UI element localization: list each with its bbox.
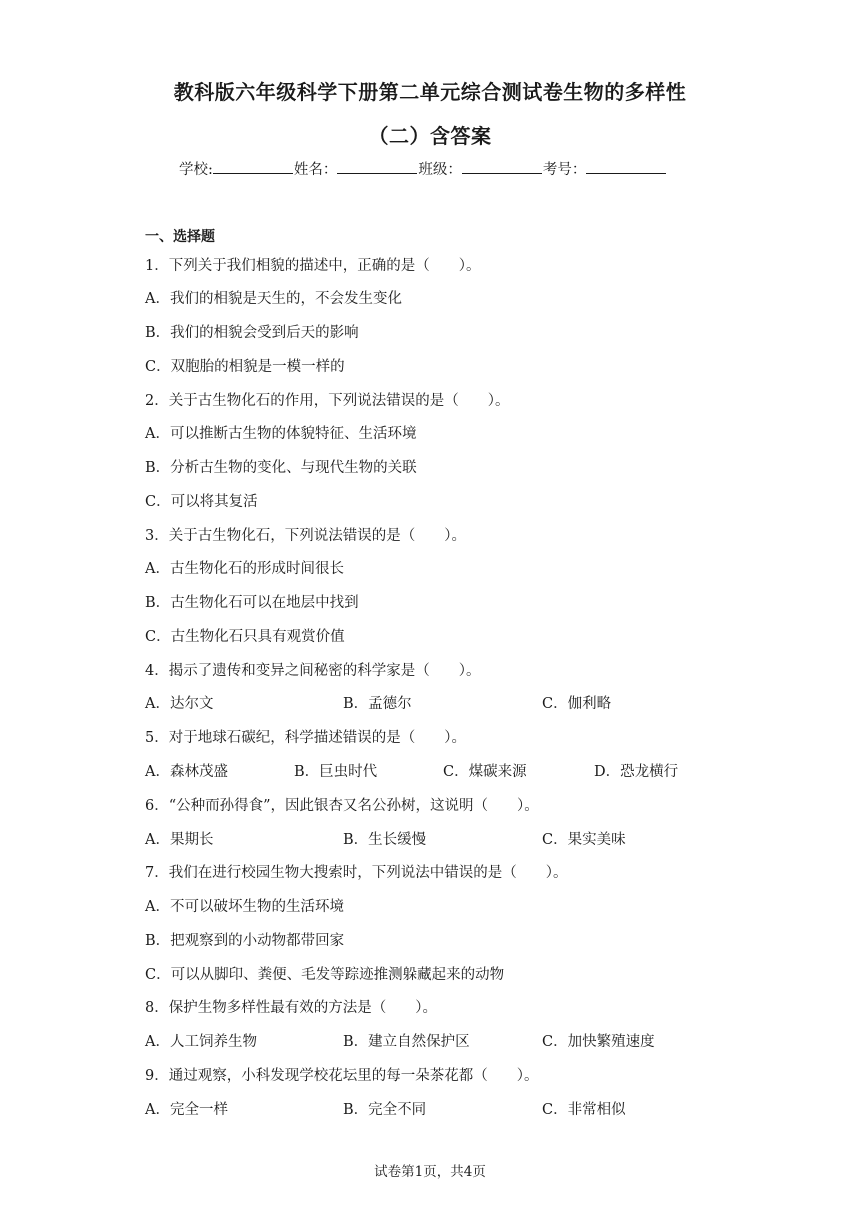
exam-no-label: 考号： bbox=[542, 162, 587, 178]
answer-option: C．加快繁殖速度 bbox=[542, 1034, 655, 1050]
answer-option: C．煤碳来源 bbox=[443, 764, 527, 780]
answer-option: B．把观察到的小动物都带回家 bbox=[145, 933, 345, 949]
answer-option: B．我们的相貌会受到后天的影响 bbox=[145, 325, 359, 341]
answer-option: C．可以从脚印、粪便、毛发等踪迹推测躲藏起来的动物 bbox=[145, 967, 505, 983]
answer-option: B．分析古生物的变化、与现代生物的关联 bbox=[145, 460, 417, 476]
answer-option: D．恐龙横行 bbox=[594, 764, 679, 780]
name-blank[interactable] bbox=[337, 159, 417, 174]
answer-option: A．人工饲养生物 bbox=[145, 1034, 257, 1050]
class-blank[interactable] bbox=[462, 159, 542, 174]
answer-option: A．不可以破坏生物的生活环境 bbox=[145, 899, 344, 915]
class-label: 班级： bbox=[418, 162, 462, 178]
answer-option: C．非常相似 bbox=[542, 1102, 626, 1118]
answer-option: B．孟德尔 bbox=[343, 696, 412, 712]
question-stem: 4．揭示了遗传和变异之间秘密的科学家是（ ）。 bbox=[145, 663, 481, 679]
question-stem: 6．“公种而孙得食”，因此银杏又名公孙树，这说明（ ）。 bbox=[145, 798, 539, 814]
name-label: 姓名： bbox=[293, 162, 338, 178]
student-info-row bbox=[179, 158, 667, 179]
answer-option: C．古生物化石只具有观赏价值 bbox=[145, 629, 345, 645]
question-stem: 2．关于古生物化石的作用，下列说法错误的是（ ）。 bbox=[145, 393, 510, 409]
answer-option: A．古生物化石的形成时间很长 bbox=[145, 561, 344, 577]
question-stem: 7．我们在进行校园生物大搜索时，下列说法中错误的是（ ）。 bbox=[145, 865, 568, 881]
answer-option: A．森林茂盛 bbox=[145, 764, 228, 780]
answer-option: A．完全一样 bbox=[145, 1102, 228, 1118]
answer-option: C．伽利略 bbox=[542, 696, 612, 712]
answer-option: C．果实美味 bbox=[542, 832, 626, 848]
school-label: 学校: bbox=[179, 162, 213, 178]
answer-option: C．双胞胎的相貌是一模一样的 bbox=[145, 359, 345, 375]
page-title-line-2: （二）含答案 bbox=[368, 124, 492, 148]
answer-option: B．建立自然保护区 bbox=[343, 1034, 470, 1050]
answer-option: C．可以将其复活 bbox=[145, 494, 258, 510]
question-stem: 5．对于地球石碳纪，科学描述错误的是（ ）。 bbox=[145, 730, 466, 746]
exam-no-blank[interactable] bbox=[586, 159, 666, 174]
question-stem: 1．下列关于我们相貌的描述中，正确的是（ ）。 bbox=[145, 258, 481, 274]
section-heading: 一、选择题 bbox=[145, 229, 215, 245]
answer-option: A．可以推断古生物的体貌特征、生活环境 bbox=[145, 426, 417, 442]
answer-option: B．完全不同 bbox=[343, 1102, 427, 1118]
answer-option: B．古生物化石可以在地层中找到 bbox=[145, 595, 359, 611]
school-blank[interactable] bbox=[213, 159, 293, 174]
answer-option: A．达尔文 bbox=[145, 696, 214, 712]
question-stem: 8．保护生物多样性最有效的方法是（ ）。 bbox=[145, 1000, 437, 1016]
question-stem: 3．关于古生物化石，下列说法错误的是（ ）。 bbox=[145, 528, 466, 544]
page-footer: 试卷第1页，共4页 bbox=[374, 1164, 486, 1180]
answer-option: A．果期长 bbox=[145, 832, 214, 848]
answer-option: B．巨虫时代 bbox=[294, 764, 378, 780]
answer-option: B．生长缓慢 bbox=[343, 832, 427, 848]
question-stem: 9．通过观察，小科发现学校花坛里的每一朵茶花都（ ）。 bbox=[145, 1068, 539, 1084]
page-title-line-1: 教科版六年级科学下册第二单元综合测试卷生物的多样性 bbox=[173, 80, 687, 104]
answer-option: A．我们的相貌是天生的，不会发生变化 bbox=[145, 291, 402, 307]
